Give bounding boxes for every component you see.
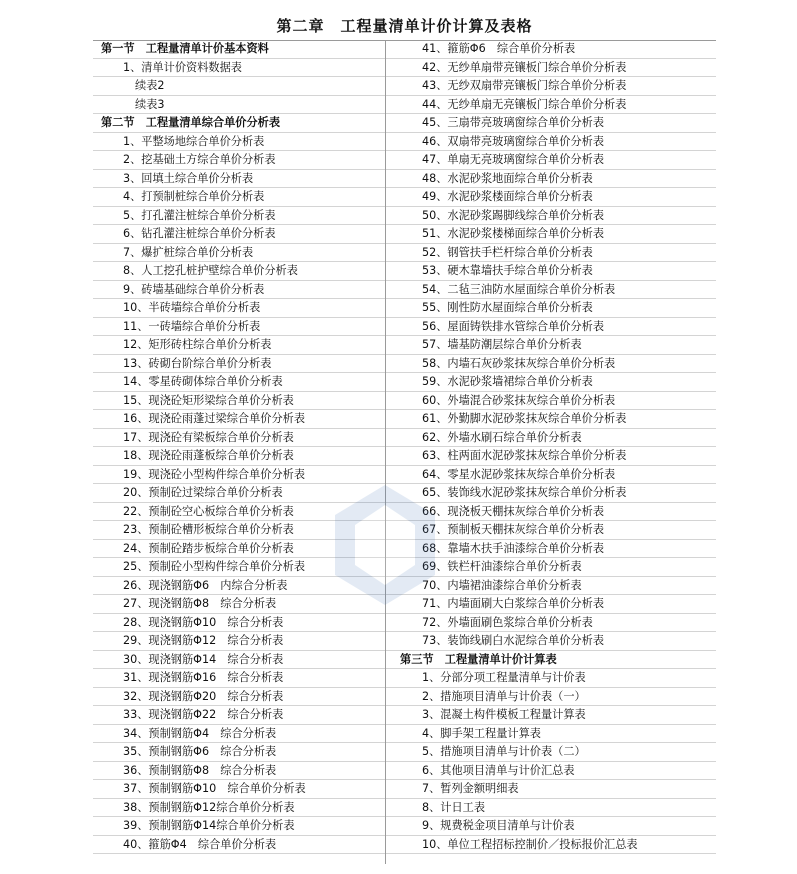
toc-entry: 56、屋面铸铁排水管综合单价分析表 xyxy=(386,318,716,337)
toc-entry: 8、计日工表 xyxy=(386,799,716,818)
toc-entry: 54、二毡三油防水屋面综合单价分析表 xyxy=(386,281,716,300)
toc-entry: 73、装饰线刷白水泥综合单价分析表 xyxy=(386,632,716,651)
toc-entry: 41、箍筋Φ6 综合单价分析表 xyxy=(386,40,716,59)
toc-entry: 18、现浇砼雨蓬板综合单价分析表 xyxy=(93,447,385,466)
toc-entry: 37、预制钢筋Φ10 综合单价分析表 xyxy=(93,780,385,799)
toc-entry: 8、人工挖孔桩护壁综合单价分析表 xyxy=(93,262,385,281)
chapter-title: 第二章 工程量清单计价计算及表格 xyxy=(93,12,716,41)
toc-entry: 20、预制砼过梁综合单价分析表 xyxy=(93,484,385,503)
toc-entry: 4、打预制桩综合单价分析表 xyxy=(93,188,385,207)
toc-entry: 9、规费税金项目清单与计价表 xyxy=(386,817,716,836)
toc-entry: 25、预制砼小型构件综合单价分析表 xyxy=(93,558,385,577)
toc-entry: 4、脚手架工程量计算表 xyxy=(386,725,716,744)
toc-entry: 3、回填土综合单价分析表 xyxy=(93,170,385,189)
toc-entry: 53、硬木靠墙扶手综合单价分析表 xyxy=(386,262,716,281)
toc-entry: 7、暂列金额明细表 xyxy=(386,780,716,799)
toc-entry: 17、现浇砼有梁板综合单价分析表 xyxy=(93,429,385,448)
toc-entry: 64、零星水泥砂浆抹灰综合单价分析表 xyxy=(386,466,716,485)
toc-entry: 52、钢管扶手栏杆综合单价分析表 xyxy=(386,244,716,263)
toc-entry: 42、无纱单扇带亮镶板门综合单价分析表 xyxy=(386,59,716,78)
toc-entry: 51、水泥砂浆楼梯面综合单价分析表 xyxy=(386,225,716,244)
toc-entry: 13、砖砌台阶综合单价分析表 xyxy=(93,355,385,374)
toc-entry: 62、外墙水刷石综合单价分析表 xyxy=(386,429,716,448)
spreadsheet-sheet xyxy=(93,12,716,864)
toc-entry: 1、清单计价资料数据表 xyxy=(93,59,385,78)
toc-entry: 11、一砖墙综合单价分析表 xyxy=(93,318,385,337)
toc-entry: 45、三扇带亮玻璃窗综合单价分析表 xyxy=(386,114,716,133)
toc-entry: 44、无纱单扇无亮镶板门综合单价分析表 xyxy=(386,96,716,115)
toc-entry: 71、内墙面刷大白浆综合单价分析表 xyxy=(386,595,716,614)
toc-entry: 46、双扇带亮玻璃窗综合单价分析表 xyxy=(386,133,716,152)
toc-entry: 43、无纱双扇带亮镶板门综合单价分析表 xyxy=(386,77,716,96)
toc-entry: 续表2 xyxy=(93,77,385,96)
toc-entry: 60、外墙混合砂浆抹灰综合单价分析表 xyxy=(386,392,716,411)
toc-entry: 67、预制板天棚抹灰综合单价分析表 xyxy=(386,521,716,540)
toc-entry: 66、现浇板天棚抹灰综合单价分析表 xyxy=(386,503,716,522)
toc-entry: 2、挖基础土方综合单价分析表 xyxy=(93,151,385,170)
toc-entry: 58、内墙石灰砂浆抹灰综合单价分析表 xyxy=(386,355,716,374)
section-heading: 第二节 工程量清单综合单价分析表 xyxy=(93,114,385,133)
toc-entry: 47、单扇无亮玻璃窗综合单价分析表 xyxy=(386,151,716,170)
toc-entry: 续表3 xyxy=(93,96,385,115)
toc-entry: 22、预制砼空心板综合单价分析表 xyxy=(93,503,385,522)
toc-entry: 36、预制钢筋Φ8 综合分析表 xyxy=(93,762,385,781)
toc-entry: 9、砖墙基础综合单价分析表 xyxy=(93,281,385,300)
toc-entry: 65、装饰线水泥砂浆抹灰综合单价分析表 xyxy=(386,484,716,503)
toc-entry: 5、措施项目清单与计价表（二） xyxy=(386,743,716,762)
toc-entry: 72、外墙面刷色浆综合单价分析表 xyxy=(386,614,716,633)
toc-entry: 40、箍筋Φ4 综合单价分析表 xyxy=(93,836,385,855)
toc-entry: 5、打孔灌注桩综合单价分析表 xyxy=(93,207,385,226)
toc-entry: 6、钻孔灌注桩综合单价分析表 xyxy=(93,225,385,244)
toc-entry: 7、爆扩桩综合单价分析表 xyxy=(93,244,385,263)
toc-entry: 15、现浇砼矩形梁综合单价分析表 xyxy=(93,392,385,411)
toc-entry: 63、柱两面水泥砂浆抹灰综合单价分析表 xyxy=(386,447,716,466)
toc-entry: 10、半砖墙综合单价分析表 xyxy=(93,299,385,318)
toc-entry: 38、预制钢筋Φ12综合单价分析表 xyxy=(93,799,385,818)
table-of-contents xyxy=(93,40,716,864)
toc-entry: 49、水泥砂浆楼面综合单价分析表 xyxy=(386,188,716,207)
watermark-logo-icon xyxy=(330,480,440,610)
toc-entry: 48、水泥砂浆地面综合单价分析表 xyxy=(386,170,716,189)
toc-entry: 27、现浇钢筋Φ8 综合分析表 xyxy=(93,595,385,614)
toc-entry: 1、平整场地综合单价分析表 xyxy=(93,133,385,152)
toc-entry: 14、零星砖砌体综合单价分析表 xyxy=(93,373,385,392)
toc-right-column xyxy=(386,40,716,864)
toc-entry: 34、预制钢筋Φ4 综合分析表 xyxy=(93,725,385,744)
toc-entry: 55、刚性防水屋面综合单价分析表 xyxy=(386,299,716,318)
toc-entry: 29、现浇钢筋Φ12 综合分析表 xyxy=(93,632,385,651)
toc-entry: 12、矩形砖柱综合单价分析表 xyxy=(93,336,385,355)
toc-entry: 59、水泥砂浆墙裙综合单价分析表 xyxy=(386,373,716,392)
toc-entry: 35、预制钢筋Φ6 综合分析表 xyxy=(93,743,385,762)
toc-entry: 1、分部分项工程量清单与计价表 xyxy=(386,669,716,688)
toc-entry: 57、墙基防潮层综合单价分析表 xyxy=(386,336,716,355)
toc-left-column xyxy=(93,40,386,864)
toc-entry: 3、混凝土构件模板工程量计算表 xyxy=(386,706,716,725)
toc-entry: 33、现浇钢筋Φ22 综合分析表 xyxy=(93,706,385,725)
toc-entry: 23、预制砼槽形板综合单价分析表 xyxy=(93,521,385,540)
toc-entry: 30、现浇钢筋Φ14 综合分析表 xyxy=(93,651,385,670)
toc-entry: 32、现浇钢筋Φ20 综合分析表 xyxy=(93,688,385,707)
toc-entry: 69、铁栏杆油漆综合单价分析表 xyxy=(386,558,716,577)
section-heading: 第三节 工程量清单计价计算表 xyxy=(386,651,716,670)
toc-entry: 61、外勤脚水泥砂浆抹灰综合单价分析表 xyxy=(386,410,716,429)
toc-entry: 68、靠墙木扶手油漆综合单价分析表 xyxy=(386,540,716,559)
toc-entry: 2、措施项目清单与计价表（一） xyxy=(386,688,716,707)
toc-entry: 39、预制钢筋Φ14综合单价分析表 xyxy=(93,817,385,836)
toc-entry: 28、现浇钢筋Φ10 综合分析表 xyxy=(93,614,385,633)
toc-entry: 70、内墙裙油漆综合单价分析表 xyxy=(386,577,716,596)
toc-entry: 19、现浇砼小型构件综合单价分析表 xyxy=(93,466,385,485)
toc-entry: 50、水泥砂浆踢脚线综合单价分析表 xyxy=(386,207,716,226)
toc-entry: 10、单位工程招标控制价／投标报价汇总表 xyxy=(386,836,716,855)
toc-entry: 26、现浇钢筋Φ6 内综合分析表 xyxy=(93,577,385,596)
section-heading: 第一节 工程量清单计价基本资料 xyxy=(93,40,385,59)
toc-entry: 16、现浇砼雨蓬过梁综合单价分析表 xyxy=(93,410,385,429)
toc-entry: 31、现浇钢筋Φ16 综合分析表 xyxy=(93,669,385,688)
toc-entry: 24、预制砼踏步板综合单价分析表 xyxy=(93,540,385,559)
toc-entry: 6、其他项目清单与计价汇总表 xyxy=(386,762,716,781)
